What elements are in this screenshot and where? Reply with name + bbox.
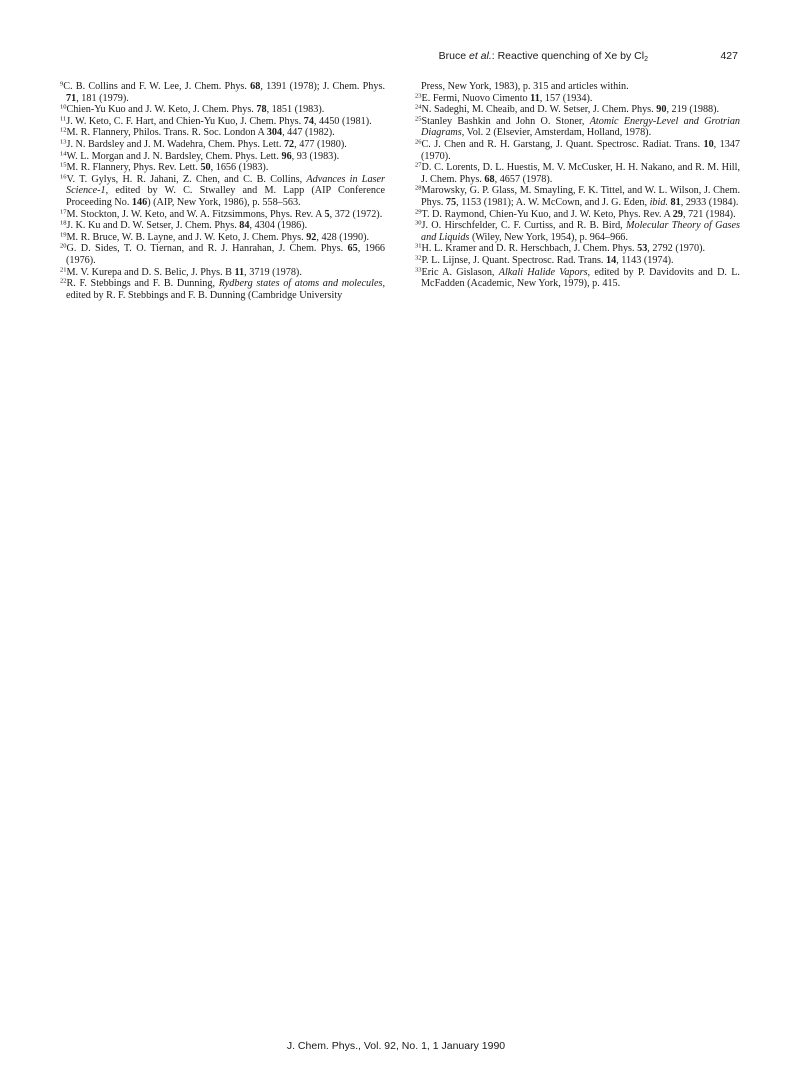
reference-text: , 4450 (1981). xyxy=(313,115,372,127)
reference-entry xyxy=(57,81,385,104)
reference-entry xyxy=(57,162,385,174)
volume-number: 90 xyxy=(656,104,667,116)
volume-number: 65 xyxy=(347,243,358,255)
reference-text: M. Stockton, J. W. Keto, and W. A. Fitzsimmons, Phys. Rev. A xyxy=(66,208,325,220)
reference-entry xyxy=(412,267,740,290)
reference-text: (Wiley, New York, 1954), p. 964–966. xyxy=(469,231,628,243)
reference-entry xyxy=(412,116,740,139)
reference-number: 15 xyxy=(60,161,67,169)
reference-entry xyxy=(412,139,740,162)
volume-number: 11 xyxy=(234,266,245,278)
reference-text: , 4657 (1978). xyxy=(494,173,553,185)
running-title-text: : Reactive quenching of Xe by Cl xyxy=(491,50,645,62)
italic-title: Atomic Energy-Level and Grotrian Diagrams xyxy=(421,115,741,139)
italic-title: Molecular Theory of Gases and Liquids xyxy=(421,220,740,243)
reference-text: , 1966 (1976). xyxy=(66,243,386,266)
reference-number: 10 xyxy=(60,103,67,111)
reference-number: 30 xyxy=(415,219,422,227)
reference-text: N. Sadeghi, M. Cheaib, and D. W. Setser, J. Chem. Phys. xyxy=(421,104,657,116)
reference-text: M. V. Kurepa and D. S. Belic, J. Phys. B xyxy=(66,266,235,278)
reference-text: , 1851 (1983). xyxy=(266,104,325,116)
reference-text: , 219 (1988). xyxy=(666,104,720,116)
volume-number: 53 xyxy=(637,243,648,255)
reference-entry xyxy=(57,278,385,301)
reference-number: 33 xyxy=(415,266,422,273)
reference-entry xyxy=(57,151,385,163)
reference-number: 25 xyxy=(415,115,422,123)
page-number: 427 xyxy=(720,50,738,62)
reference-number: 13 xyxy=(60,138,67,146)
reference-text: J. O. Hirschfelder, C. F. Curtiss, and R. B. Bird, xyxy=(421,220,627,232)
volume-number: 81 xyxy=(670,196,681,208)
reference-text: J. N. Bardsley and J. M. Wadehra, Chem. Phys. Lett. xyxy=(66,138,284,150)
references-left-column xyxy=(57,81,385,301)
reference-number: 11 xyxy=(60,115,67,123)
volume-number: 14 xyxy=(606,254,617,266)
reference-entry xyxy=(412,81,740,93)
volume-number: 74 xyxy=(303,115,314,127)
reference-text: , 447 (1982). xyxy=(282,127,335,139)
reference-text: , 721 (1984). xyxy=(682,208,736,220)
reference-entry xyxy=(57,232,385,244)
running-head xyxy=(60,50,738,66)
volume-number: 146 xyxy=(131,196,148,208)
reference-text: R. F. Stebbings and F. B. Dunning, xyxy=(66,278,219,290)
volume-number: 92 xyxy=(306,231,317,243)
reference-text: ) (AIP, New York, 1986), p. 558–563. xyxy=(147,196,301,208)
reference-text: , edited by P. Davidovits and D. L. McFadden (Academic, New York, 1979), p. 415. xyxy=(421,266,740,290)
reference-number: 23 xyxy=(415,92,422,100)
reference-text: , 1391 (1978); J. Chem. Phys. xyxy=(260,81,385,92)
volume-number: 71 xyxy=(66,92,77,104)
reference-text: C. J. Chen and R. H. Garstang, J. Quant. Spectrosc. Radiat. Trans. xyxy=(421,138,704,150)
reference-number: 28 xyxy=(415,184,422,192)
reference-text: G. D. Sides, T. O. Tiernan, and R. J. Hanrahan, J. Chem. Phys. xyxy=(66,243,348,255)
reference-entry xyxy=(412,162,740,185)
volume-number: 96 xyxy=(281,150,292,162)
reference-number: 19 xyxy=(60,231,67,239)
reference-number: 32 xyxy=(415,254,422,262)
reference-text: , 157 (1934). xyxy=(539,92,593,104)
running-title xyxy=(439,50,648,62)
reference-text: , edited by W. C. Stwalley and M. Lapp (AIP Conference Proceeding No. xyxy=(66,185,385,208)
reference-number: 14 xyxy=(60,150,67,158)
reference-text: J. W. Keto, C. F. Hart, and Chien-Yu Kuo, J. Chem. Phys. xyxy=(66,115,304,127)
volume-number: 68 xyxy=(250,81,261,92)
volume-number: 84 xyxy=(239,220,250,232)
reference-entry xyxy=(57,220,385,232)
volume-number: 75 xyxy=(445,196,457,208)
references-right-column xyxy=(412,81,740,290)
reference-entry xyxy=(412,209,740,221)
reference-entry xyxy=(57,209,385,221)
reference-text: , 1347 (1970). xyxy=(421,138,741,162)
running-title-etal: et al. xyxy=(468,50,492,62)
italic-title: Alkali Halide Vapors xyxy=(498,266,588,278)
reference-text: Marowsky, G. P. Glass, M. Smayling, F. K. Tittel, and W. L. Wilson, J. Chem. Phys. xyxy=(421,185,740,208)
reference-text: T. D. Raymond, Chien-Yu Kuo, and J. W. Keto, Phys. Rev. A xyxy=(421,208,673,220)
reference-entry xyxy=(57,104,385,116)
journal-footer: J. Chem. Phys., Vol. 92, No. 1, 1 January 1990 xyxy=(286,1040,506,1052)
reference-text: , 2933 (1984). xyxy=(680,196,739,208)
volume-number: 304 xyxy=(266,127,283,139)
reference-entry xyxy=(412,185,740,208)
reference-entry xyxy=(57,243,385,266)
volume-number: 10 xyxy=(703,138,714,150)
reference-number: 20 xyxy=(60,242,67,250)
reference-text: , 1153 (1981); A. W. McCown, and J. G. Eden, xyxy=(456,196,650,208)
reference-number: 29 xyxy=(415,208,422,216)
volume-number: 5 xyxy=(324,208,330,220)
reference-number: 9 xyxy=(60,80,64,88)
reference-text: Press, New York, 1983), p. 315 and articles within. xyxy=(421,81,629,92)
reference-text: Chien-Yu Kuo and J. W. Keto, J. Chem. Phys. xyxy=(66,104,257,116)
reference-text: , 3719 (1978). xyxy=(244,266,302,278)
reference-text: D. C. Lorents, D. L. Huestis, M. V. McCusker, H. H. Nakano, and R. M. Hill, J. Chem. Phys. xyxy=(421,162,740,185)
reference-text: E. Fermi, Nuovo Cimento xyxy=(421,92,531,104)
reference-text: M. R. Flannery, Philos. Trans. R. Soc. London A xyxy=(66,127,267,139)
reference-text: M. R. Flannery, Phys. Rev. Lett. xyxy=(66,162,201,174)
volume-number: 50 xyxy=(200,162,211,174)
reference-text: , edited by R. F. Stebbings and F. B. Dunning (Cambridge University xyxy=(66,278,386,301)
reference-text: , 2792 (1970). xyxy=(647,243,706,255)
reference-number: 26 xyxy=(415,138,422,146)
italic-title: Rydberg states of atoms and molecules xyxy=(218,278,383,290)
reference-number: 22 xyxy=(60,277,67,285)
reference-text: V. T. Gylys, H. R. Jahani, Z. Chen, and C. B. Collins, xyxy=(66,173,307,185)
reference-number: 31 xyxy=(415,242,422,250)
reference-text: P. L. Lijnse, J. Quant. Spectrosc. Rad. Trans. xyxy=(421,254,607,266)
reference-text: , 428 (1990). xyxy=(316,231,370,243)
reference-text: , 181 (1979). xyxy=(76,92,129,104)
reference-text: Stanley Bashkin and John O. Stoner, xyxy=(421,115,590,127)
volume-number: 29 xyxy=(672,208,683,220)
reference-number: 27 xyxy=(415,161,422,169)
reference-text: , 372 (1972). xyxy=(329,208,383,220)
volume-number: 11 xyxy=(530,92,540,104)
running-title-author: Bruce xyxy=(438,50,467,62)
reference-text: , 4304 (1986). xyxy=(249,220,308,232)
reference-entry xyxy=(57,116,385,128)
reference-number: 24 xyxy=(415,103,422,111)
reference-entry xyxy=(57,174,385,209)
reference-entry xyxy=(412,255,740,267)
reference-text: H. L. Kramer and D. R. Herschbach, J. Chem. Phys. xyxy=(421,243,638,255)
reference-entry xyxy=(57,139,385,151)
italic-title: Advances in Laser Science-1 xyxy=(66,173,386,197)
italic-title: ibid. xyxy=(649,196,668,208)
volume-number: 72 xyxy=(283,138,295,150)
reference-number: 12 xyxy=(60,126,67,134)
reference-entry xyxy=(412,220,740,243)
reference-entry xyxy=(412,243,740,255)
reference-text: , 93 (1983). xyxy=(291,150,340,162)
reference-number: 17 xyxy=(60,208,67,216)
running-title-subscript: 2 xyxy=(644,56,648,63)
volume-number: 68 xyxy=(484,173,495,185)
reference-entry xyxy=(57,267,385,279)
reference-number: 21 xyxy=(60,266,67,273)
reference-text: , 1143 (1974). xyxy=(616,254,674,266)
reference-text: C. B. Collins and F. W. Lee, J. Chem. Phys. xyxy=(63,81,251,92)
reference-text: , 477 (1980). xyxy=(294,138,347,150)
reference-entry xyxy=(57,127,385,139)
reference-text: J. K. Ku and D. W. Setser, J. Chem. Phys. xyxy=(66,220,240,232)
reference-number: 16 xyxy=(60,173,67,181)
reference-entry xyxy=(412,93,740,105)
volume-number: 78 xyxy=(256,104,267,116)
reference-text: W. L. Morgan and J. N. Bardsley, Chem. Phys. Lett. xyxy=(66,150,282,162)
reference-text: Eric A. Gislason, xyxy=(421,266,499,278)
reference-text: , 1656 (1983). xyxy=(210,162,269,174)
reference-text: , Vol. 2 (Elsevier, Amsterdam, Holland, 1978). xyxy=(461,127,652,139)
reference-entry xyxy=(412,104,740,116)
reference-text: M. R. Bruce, W. B. Layne, and J. W. Keto, J. Chem. Phys. xyxy=(66,231,307,243)
reference-number: 18 xyxy=(60,219,67,227)
